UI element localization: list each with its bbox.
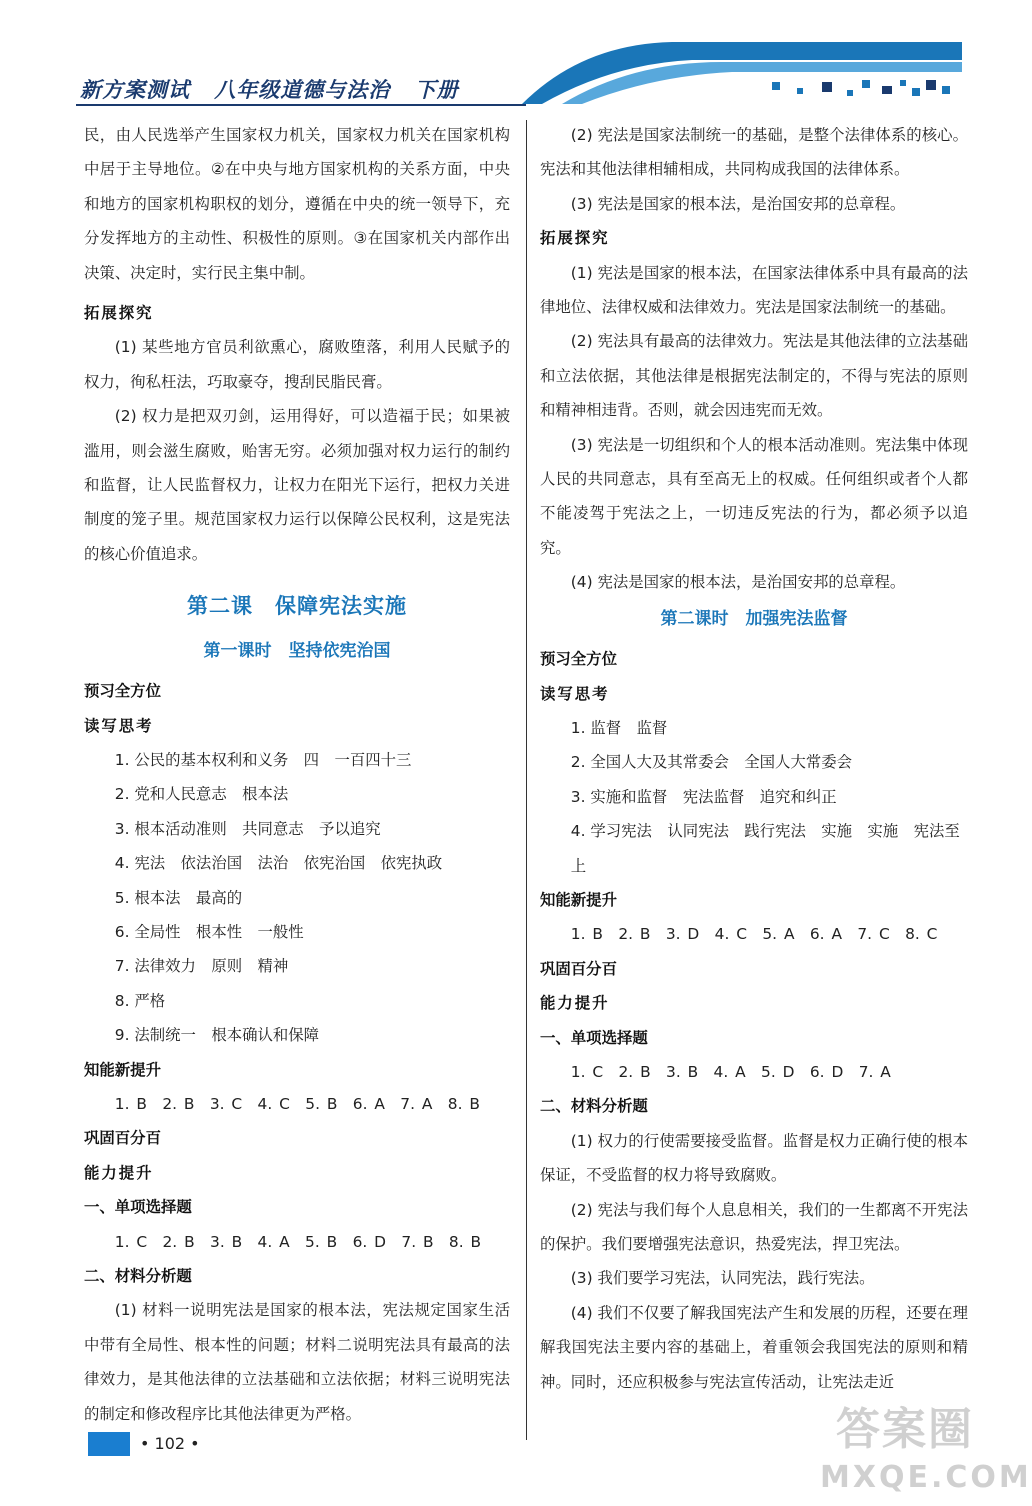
left-column — [84, 118, 510, 1431]
right-material-answer-2: (2) 宪法与我们每个人息息相关，我们的一生都离不开宪法的保护。我们要增强宪法意识，热爱宪法，捍卫宪法。 — [540, 1200, 968, 1253]
left-single-choice-answers: 1. C 2. B 3. B 4. A 5. B 6. D 7. B 8. B — [114, 1232, 482, 1251]
right-single-choice-answers: 1. C 2. B 3. B 4. A 5. D 6. D 7. A — [570, 1062, 891, 1081]
right-read-heading: 读写思考 — [540, 684, 610, 703]
right-explore-answer-1: (1) 宪法是国家的根本法，在国家法律体系中具有最高的法律地位、法律权威和法律效力。宪法是国家法制统一的基础。 — [540, 263, 968, 317]
header-title — [80, 74, 475, 104]
column-divider — [526, 120, 527, 1440]
right-consolidate-heading: 巩固百分百 — [540, 959, 617, 978]
left-explore-answer-1: (1) 某些地方官员利欲熏心，腐败堕落，利用人民赋予的权力，徇私枉法，巧取豪夺，搜刮民脂民膏。 — [84, 338, 510, 391]
right-read-item: 4. 学习宪法 认同宪法 践行宪法 实施 实施 宪法至上 — [570, 822, 960, 875]
watermark-text: 答案圈 — [836, 1404, 974, 1455]
right-material-answer-4: (4) 我们不仅要了解我国宪法产生和发展的历程，还要在理解我国宪法主要内容的基础上，着重领会我国宪法的原则和精神。同时，还应积极参与宪法宣传活动，让宪法走近 — [540, 1303, 968, 1391]
left-material-heading: 二、材料分析题 — [84, 1267, 192, 1285]
page-header — [0, 0, 1000, 118]
left-read-item: 7. 法律效力 原则 精神 — [114, 957, 289, 976]
right-single-choice-heading: 一、单项选择题 — [540, 1028, 648, 1047]
right-skill-answers: 1. B 2. B 3. D 4. C 5. A 6. A 7. C 8. C — [570, 925, 938, 944]
right-answer-2: (2) 宪法是国家法制统一的基础，是整个法律体系的核心。宪法和其他法律相辅相成，共同构成我国的法律体系。 — [540, 126, 968, 179]
left-read-item: 4. 宪法 依法治国 法治 依宪治国 依宪执政 — [114, 854, 443, 873]
left-read-item: 2. 党和人民意志 根本法 — [114, 785, 289, 804]
left-read-item: 3. 根本活动准则 共同意志 予以追究 — [114, 819, 381, 838]
right-column — [540, 118, 968, 1399]
left-read-item: 6. 全局性 根本性 一般性 — [114, 922, 304, 941]
left-material-answer-1: (1) 材料一说明宪法是国家的根本法，宪法规定国家生活中带有全局性、根本性的问题；材料二说明宪法具有最高的法律效力，是其他法律的立法基础和立法依据；材料三说明宪法的制定和修改程序比其他法律更为严格。 — [84, 1301, 510, 1423]
right-explore-answer-2: (2) 宪法具有最高的法律效力。宪法是其他法律的立法基础和立法依据，其他法律是根据宪法制定的，不得与宪法的原则和精神相违背。否则，就会因违宪而无效。 — [540, 332, 968, 420]
left-intro-paragraph: 民，由人民选举产生国家权力机关，国家权力机关在国家机构中居于主导地位。②在中央与地方国家机构的关系方面，中央和地方的国家机构职权的划分，遵循在中央的统一领导下，充分发挥地方的主动性、积极性的原则。③在国家机关内部作出决策、决定时，实行民主集中制。 — [84, 126, 510, 282]
left-read-item: 1. 公民的基本权利和义务 四 一百四十三 — [114, 750, 412, 769]
left-read-item: 5. 根本法 最高的 — [114, 888, 243, 907]
period-title-1: 第一课时 坚持依宪治国 — [203, 640, 391, 661]
series-name: 新方案测试 — [80, 77, 190, 102]
right-read-item: 2. 全国人大及其常委会 全国人大常委会 — [570, 753, 853, 772]
right-material-heading: 二、材料分析题 — [540, 1097, 648, 1116]
left-preview-heading: 预习全方位 — [84, 682, 161, 701]
right-answer-3: (3) 宪法是国家的根本法，是治国安邦的总章程。 — [570, 194, 906, 213]
right-explore-heading: 拓展探究 — [540, 229, 610, 248]
subject-name: 八年级道德与法治 — [214, 77, 391, 102]
right-ability-heading: 能力提升 — [540, 994, 610, 1013]
period-title-2: 第二课时 加强宪法监督 — [660, 608, 848, 629]
left-read-item: 9. 法制统一 根本确认和保障 — [114, 1026, 320, 1045]
left-read-item: 8. 严格 — [114, 991, 166, 1010]
watermark-domain: MXQE.COM — [820, 1460, 1032, 1495]
right-explore-answer-4: (4) 宪法是国家的根本法，是治国安邦的总章程。 — [570, 573, 906, 592]
right-read-item: 3. 实施和监督 宪法监督 追究和纠正 — [570, 787, 837, 806]
left-ability-heading: 能力提升 — [84, 1163, 154, 1182]
page-number-tab — [88, 1432, 130, 1456]
right-skill-heading: 知能新提升 — [540, 890, 617, 909]
left-consolidate-heading: 巩固百分百 — [84, 1129, 161, 1148]
left-skill-answers: 1. B 2. B 3. C 4. C 5. B 6. A 7. A 8. B — [114, 1094, 480, 1113]
right-material-answer-1: (1) 权力的行使需要接受监督。监督是权力正确行使的根本保证，不受监督的权力将导致腐败。 — [540, 1131, 968, 1185]
right-preview-heading: 预习全方位 — [540, 650, 617, 669]
left-explore-answer-2: (2) 权力是把双刃剑，运用得好，可以造福于民；如果被滥用，则会滋生腐败，贻害无穷。必须加强对权力运行的制约和监督，让人民监督权力，让权力在阳光下运行，把权力关进制度的笼子里。规范国家权力运行以保障公民权利，这是宪法的核心价值追求。 — [84, 407, 510, 563]
volume-name: 下册 — [414, 77, 459, 102]
right-explore-answer-3: (3) 宪法是一切组织和个人的根本活动准则。宪法集中体现人民的共同意志，具有至高无上的权威。任何组织或者个人都不能凌驾于宪法之上，一切违反宪法的行为，都必须予以追究。 — [540, 435, 968, 557]
left-single-choice-heading: 一、单项选择题 — [84, 1198, 192, 1217]
left-skill-heading: 知能新提升 — [84, 1060, 161, 1079]
lesson-title: 第二课 保障宪法实施 — [187, 594, 407, 619]
page-number: • 102 • — [140, 1434, 200, 1453]
header-decoration-band — [522, 38, 962, 106]
right-read-item: 1. 监督 监督 — [570, 718, 668, 737]
left-explore-heading: 拓展探究 — [84, 304, 154, 323]
header-rule — [76, 104, 526, 106]
left-read-heading: 读写思考 — [84, 716, 154, 735]
watermark-logo — [820, 1400, 1032, 1500]
right-material-answer-3: (3) 我们要学习宪法，认同宪法，践行宪法。 — [570, 1269, 875, 1288]
